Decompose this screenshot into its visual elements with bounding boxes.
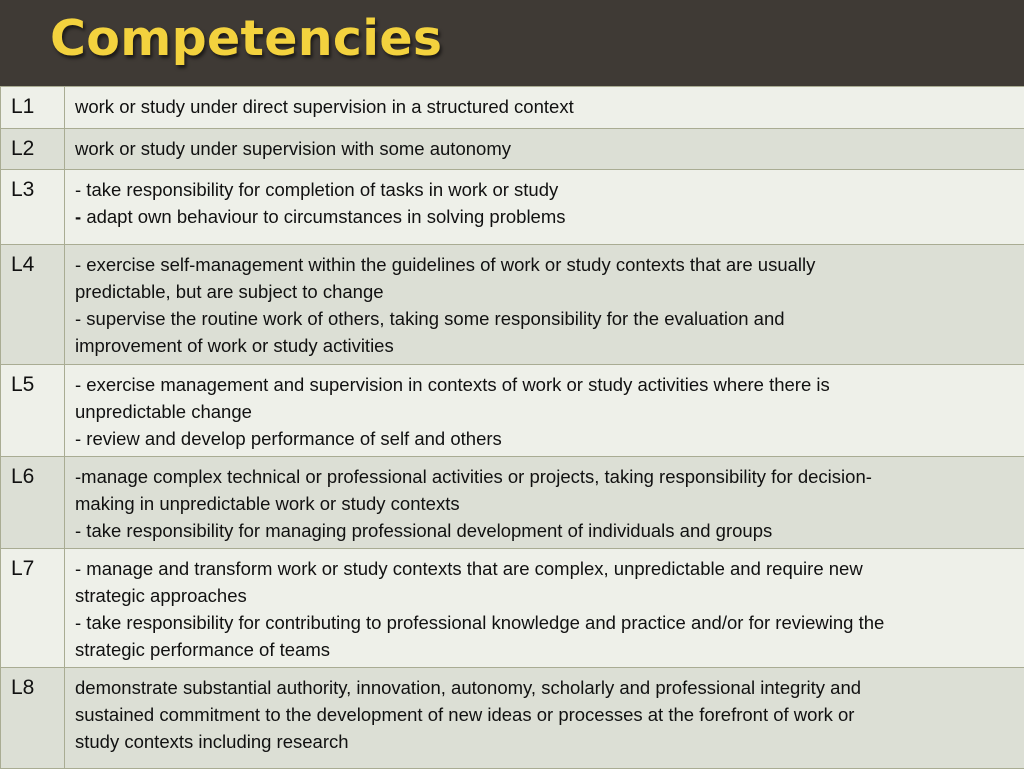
description-line: - manage and transform work or study contexts that are complex, unpredictable and require new: [75, 555, 1020, 582]
description-cell: [65, 87, 1024, 129]
table-row-l7: [1, 549, 1024, 668]
description-line: demonstrate substantial authority, innovation, autonomy, scholarly and professional integrity and: [75, 674, 1020, 701]
level-cell: L4: [1, 245, 65, 365]
description-cell: [65, 457, 1024, 549]
description-line: unpredictable change: [75, 398, 1020, 425]
level-cell: L6: [1, 457, 65, 549]
description-cell: [65, 668, 1024, 769]
page-title: Competencies: [50, 10, 442, 67]
description-line: predictable, but are subject to change: [75, 278, 1020, 305]
table-row-l1: [1, 87, 1024, 129]
description-line-text: adapt own behaviour to circumstances in solving problems: [86, 206, 565, 227]
description-cell: [65, 170, 1024, 245]
description-line: study contexts including research: [75, 728, 1020, 755]
table-row-l5: [1, 365, 1024, 457]
description-line: improvement of work or study activities: [75, 332, 1020, 359]
competencies-table: [0, 86, 1024, 769]
table-row-l3: [1, 170, 1024, 245]
bold-dash: -: [75, 206, 86, 227]
description-line: - take responsibility for contributing to professional knowledge and practice and/or for reviewing the: [75, 609, 1020, 636]
level-cell: L7: [1, 549, 65, 668]
description-line: - supervise the routine work of others, taking some responsibility for the evaluation and: [75, 305, 1020, 332]
table-row-l6: [1, 457, 1024, 549]
description-cell: [65, 129, 1024, 170]
table-row-l2: [1, 129, 1024, 170]
description-line: work or study under supervision with some autonomy: [75, 135, 1020, 162]
description-line: work or study under direct supervision in a structured context: [75, 93, 1020, 120]
level-cell: L3: [1, 170, 65, 245]
description-line: [75, 203, 1020, 230]
table-row-l4: [1, 245, 1024, 365]
level-cell: L5: [1, 365, 65, 457]
description-line: -manage complex technical or professional activities or projects, taking responsibility for decision-: [75, 463, 1020, 490]
description-line: - take responsibility for completion of tasks in work or study: [75, 176, 1020, 203]
description-line: sustained commitment to the development of new ideas or processes at the forefront of work or: [75, 701, 1020, 728]
description-cell: [65, 549, 1024, 668]
level-cell: L1: [1, 87, 65, 129]
description-line: - exercise self-management within the guidelines of work or study contexts that are usually: [75, 251, 1020, 278]
title-bar: [0, 0, 1024, 86]
description-line: strategic performance of teams: [75, 636, 1020, 663]
description-line: - take responsibility for managing professional development of individuals and groups: [75, 517, 1020, 544]
description-line: - review and develop performance of self and others: [75, 425, 1020, 452]
level-cell: L2: [1, 129, 65, 170]
table-row-l8: [1, 668, 1024, 769]
level-cell: L8: [1, 668, 65, 769]
description-line: - exercise management and supervision in contexts of work or study activities where there is: [75, 371, 1020, 398]
description-cell: [65, 245, 1024, 365]
description-line: making in unpredictable work or study contexts: [75, 490, 1020, 517]
description-line: strategic approaches: [75, 582, 1020, 609]
description-cell: [65, 365, 1024, 457]
